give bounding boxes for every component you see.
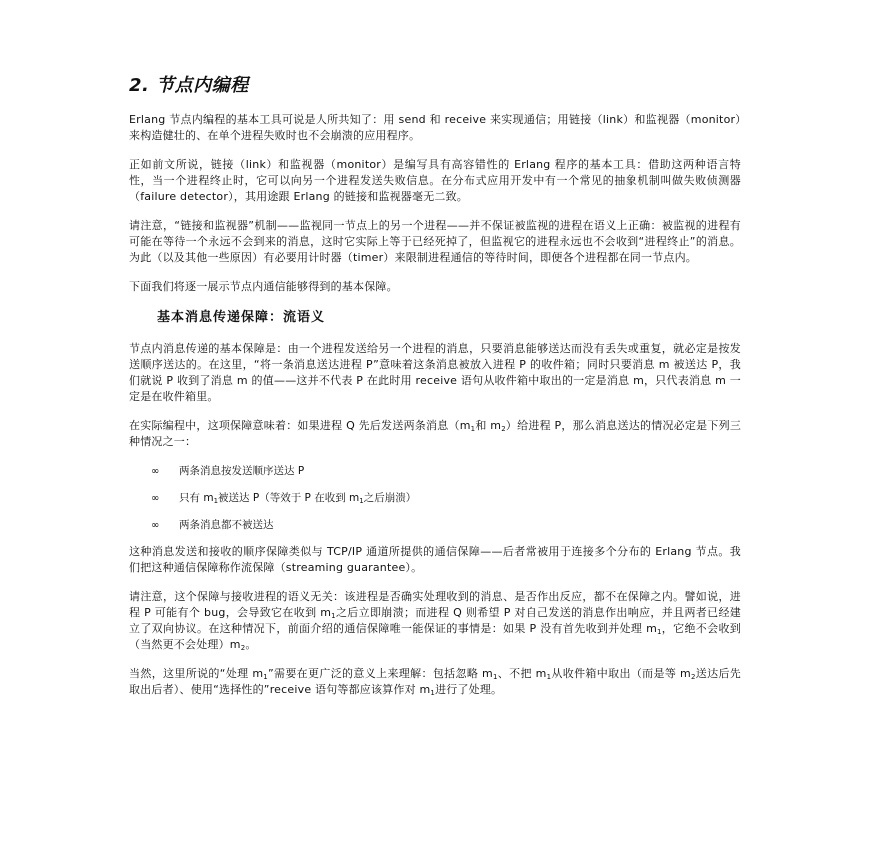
paragraph-links-monitors: 正如前文所说，链接（link）和监视器（monitor）是编写具有高容错性的 Erlang 程序的基本工具：借助这两种语言特性，当一个进程终止时，它可以向另一个进程发送失败信息。在分布式应用开发中有一个常见的抽象机制叫做失败侦测器（failure detector），其用途跟 Erlang 的链接和监视器毫无二致。 (129, 158, 741, 203)
paragraph-tcp: 这种消息发送和接收的顺序保障类似与 TCP/IP 通道所提供的通信保障——后者常被用于连接多个分布的 Erlang 节点。我们把这种通信保障称作流保障（streaming guarantee）。 (129, 545, 741, 574)
list-item (129, 490, 741, 507)
document-page (129, 74, 741, 711)
subsection-title: 基本消息传递保障：流语义 (157, 310, 326, 325)
paragraph-intro: Erlang 节点内编程的基本工具可说是人所共知了：用 send 和 receive 来实现通信；用链接（link）和监视器（monitor）来构造健壮的、在单个进程失败时也不会崩溃的应用程序。 (129, 113, 741, 142)
list-item (129, 463, 741, 480)
paragraph-handling: 当然，这里所说的“处理 $m_1$”需要在更广泛的意义上来理解：包括忽略 $m_1$、不把 $m_1$从收件箱中取出（而是等 $m_2$送达后先取出后者）、使用“选择性的”receive 语句等都应该算作对 $m_1$进行了处理。 (129, 667, 742, 697)
paragraph-intro-list: 在实际编程中，这项保障意味着：如果进程 Q 先后发送两条消息（$m_1$和 $m_2$）给进程 P，那么消息送达的情况必定是下列三种情况之一： (129, 419, 742, 448)
bullet-icon: ∞ (151, 466, 160, 477)
bullet-icon: ∞ (151, 520, 160, 531)
list-item-text: 只有 $m_1$被送达 P（等效于 P 在收到 $m_1$之后崩溃） (179, 492, 417, 505)
bullet-icon: ∞ (151, 493, 160, 504)
list-item-text: 两条消息都不被送达 (179, 519, 274, 531)
paragraph-next: 下面我们将逐一展示节点内通信能够得到的基本保障。 (129, 280, 398, 293)
paragraph-semantics: 请注意，这个保障与接收进程的语义无关：该进程是否确实处理收到的消息、是否作出反应，都不在保障之内。譬如说，进程 P 可能有个 bug，会导致它在收到 $m_1$之后立即崩溃；而进程 Q 则希望 P 对自己发送的消息作出响应，并且两者已经建立了双向协议。在这种情况下，前面介绍的通信保障唯一能保证的事情是：如果 P 没有首先收到并处理 $m_1$，它绝不会收到（当然更不会处理）$m_2$。 (129, 590, 742, 652)
paragraph-guarantee: 节点内消息传递的基本保障是：由一个进程发送给另一个进程的消息，只要消息能够送达而没有丢失或重复，就必定是按发送顺序送达的。在这里，“将一条消息送达进程 P”意味着这条消息被放入进程 P 的收件箱；同时只要消息 m 被送达 P，我们就说 P 收到了消息 m 的值——这并不代表 P 在此时用 receive 语句从收件箱中取出的一定是消息 m，只代表消息 m 一定是在收件箱里。 (129, 342, 741, 403)
section-title: 2. 节点内编程 (129, 75, 249, 96)
list-item-text: 两条消息按发送顺序送达 P (179, 465, 305, 477)
cases-list (129, 463, 741, 534)
paragraph-note: 请注意，“链接和监视器”机制——监视同一节点上的另一个进程——并不保证被监视的进程在语义上正确：被监视的进程有可能在等待一个永远不会到来的消息，这时它实际上等于已经死掉了，但监视它的进程永远也不会收到“进程终止”的消息。为此（以及其他一些原因）有必要用计时器（timer）来限制进程通信的等待时间，即便各个进程都在同一节点内。 (129, 219, 741, 264)
list-item (129, 517, 741, 534)
